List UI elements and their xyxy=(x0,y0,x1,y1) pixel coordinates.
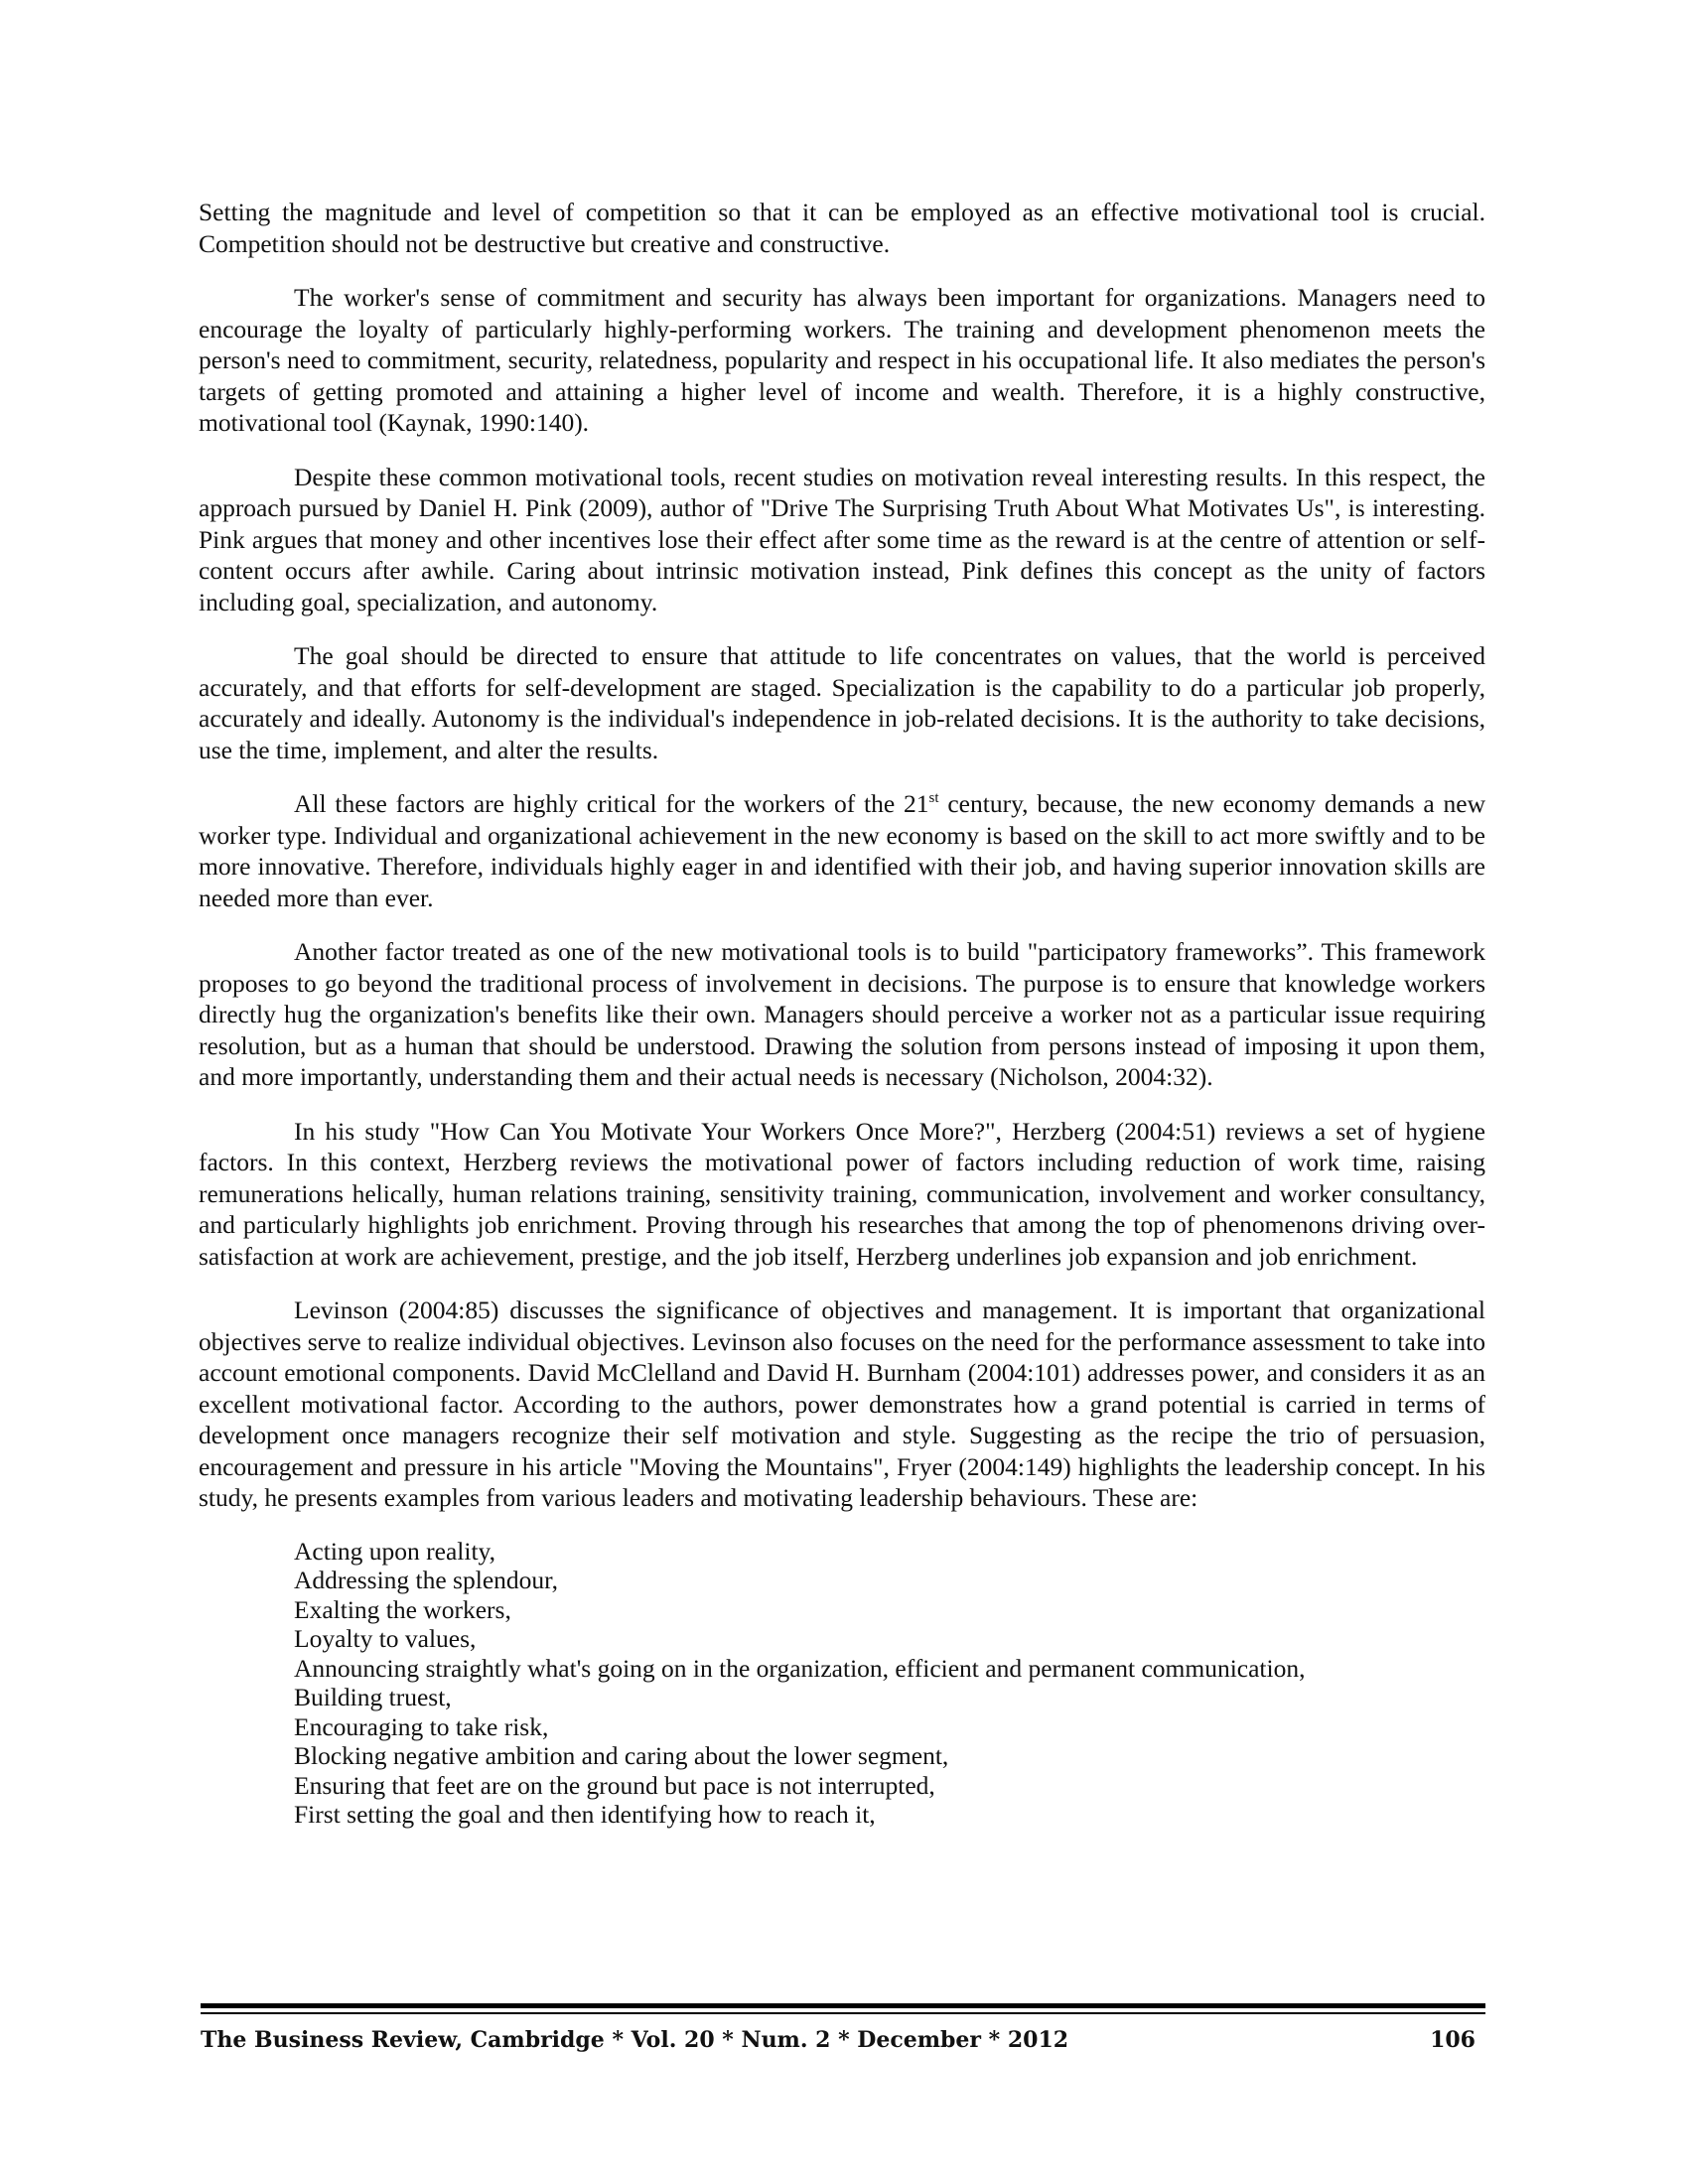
list-item: Exalting the workers, xyxy=(294,1594,511,1624)
page-body xyxy=(199,197,1485,1830)
list-item: Loyalty to values, xyxy=(294,1624,477,1653)
list-item: First setting the goal and then identifying how to reach it, xyxy=(294,1800,876,1829)
paragraph-herzberg: In his study "How Can You Motivate Your Workers Once More?", Herzberg (2004:51) reviews a set of hygiene factors. In this context, Herzberg reviews the motivational power of factors including reduction of work time, raising remunerations helically, human relations training, sensitivity training, communication, involvement and worker consultancy, and particularly highlights job enrichment. Proving through his researches that among the top of phenomenons driving over-satisfaction at work are achievement, prestige, and the job itself, Herzberg underlines job expansion and job enrichment. xyxy=(199,1116,1485,1271)
page-footer xyxy=(201,2025,1476,2055)
leadership-behaviours-list xyxy=(199,1537,1485,1830)
paragraph-participatory-frameworks: Another factor treated as one of the new motivational tools is to build "participatory frameworks”. This framework proposes to go beyond the traditional process of involvement in decisions. The purpose is to ensure that knowledge workers directly hug the organization's benefits like their own. Managers should perceive a worker not as a particular issue requiring resolution, but as a human that should be understood. Drawing the solution from persons instead of imposing it upon them, and more importantly, understanding them and their actual needs is necessary (Nicholson, 2004:32). xyxy=(199,937,1485,1091)
list-item: Ensuring that feet are on the ground but pace is not interrupted, xyxy=(294,1770,935,1800)
list-item: Blocking negative ambition and caring about the lower segment, xyxy=(294,1741,949,1770)
list-item: Announcing straightly what's going on in the organization, efficient and permanent communication, xyxy=(294,1653,1306,1683)
footer-divider-thick xyxy=(201,2003,1485,2008)
paragraph-pink-drive: Despite these common motivational tools, recent studies on motivation reveal interesting results. In this respect, the approach pursued by Daniel H. Pink (2009), author of "Drive The Surprising Truth About What Motivates Us", is interesting. Pink argues that money and other incentives lose their effect after some time as the reward is at the centre of attention or self-content occurs after awhile. Caring about intrinsic motivation instead, Pink defines this concept as the unity of factors including goal, specialization, and autonomy. xyxy=(199,462,1485,616)
journal-citation: The Business Review, Cambridge * Vol. 20 * Num. 2 * December * 2012 xyxy=(201,2027,1069,2053)
paragraph-levinson: Levinson (2004:85) discusses the significance of objectives and management. It is important that organizational objectives serve to realize individual objectives. Levinson also focuses on the need for the performance assessment to take into account emotional components. David McClelland and David H. Burnham (2004:101) addresses power, and considers it as an excellent motivational factor. According to the authors, power demonstrates how a grand potential is carried in terms of development once managers recognize their self motivation and style. Suggesting as the recipe the trio of persuasion, encouragement and pressure in his article "Moving the Mountains", Fryer (2004:149) highlights the leadership concept. In his study, he presents examples from various leaders and motivating leadership behaviours. These are: xyxy=(199,1296,1485,1512)
paragraph-21st-century-start: All these factors are highly critical for the workers of the 21 xyxy=(294,789,929,818)
ordinal-superscript: st xyxy=(928,790,939,806)
paragraph-competition: Setting the magnitude and level of competition so that it can be employed as an effective motivational tool is crucial. Competition should not be destructive but creative and constructive. xyxy=(199,198,1485,258)
list-item: Acting upon reality, xyxy=(294,1536,496,1566)
paragraph-21st-century xyxy=(199,788,1485,913)
footer-divider-thin xyxy=(201,2012,1485,2014)
paragraph-commitment-security: The worker's sense of commitment and security has always been important for organizations. Managers need to encourage the loyalty of particularly highly-performing workers. The training and development phenomenon meets the person's need to commitment, security, relatedness, popularity and respect in his occupational life. It also mediates the person's targets of getting promoted and attaining a higher level of income and wealth. Therefore, it is a highly constructive, motivational tool (Kaynak, 1990:140). xyxy=(199,283,1485,437)
paragraph-goal-specialization-autonomy: The goal should be directed to ensure that attitude to life concentrates on values, that the world is perceived accurately, and that efforts for self-development are staged. Specialization is the capability to do a particular job properly, accurately and ideally. Autonomy is the individual's independence in job-related decisions. It is the authority to take decisions, use the time, implement, and alter the results. xyxy=(199,641,1485,764)
list-item: Building truest, xyxy=(294,1683,452,1711)
list-item: Addressing the splendour, xyxy=(294,1566,558,1594)
page-number: 106 xyxy=(1430,2027,1476,2053)
paragraph-21st-century-rest: century, because, the new economy demands a new worker type. Individual and organizational achievement in the new economy is based on the skill to act more swiftly and to be more innovative. Therefore, individuals highly eager in and identified with their job, and having superior innovation skills are needed more than ever. xyxy=(199,789,1485,912)
list-item: Encouraging to take risk, xyxy=(294,1711,549,1741)
